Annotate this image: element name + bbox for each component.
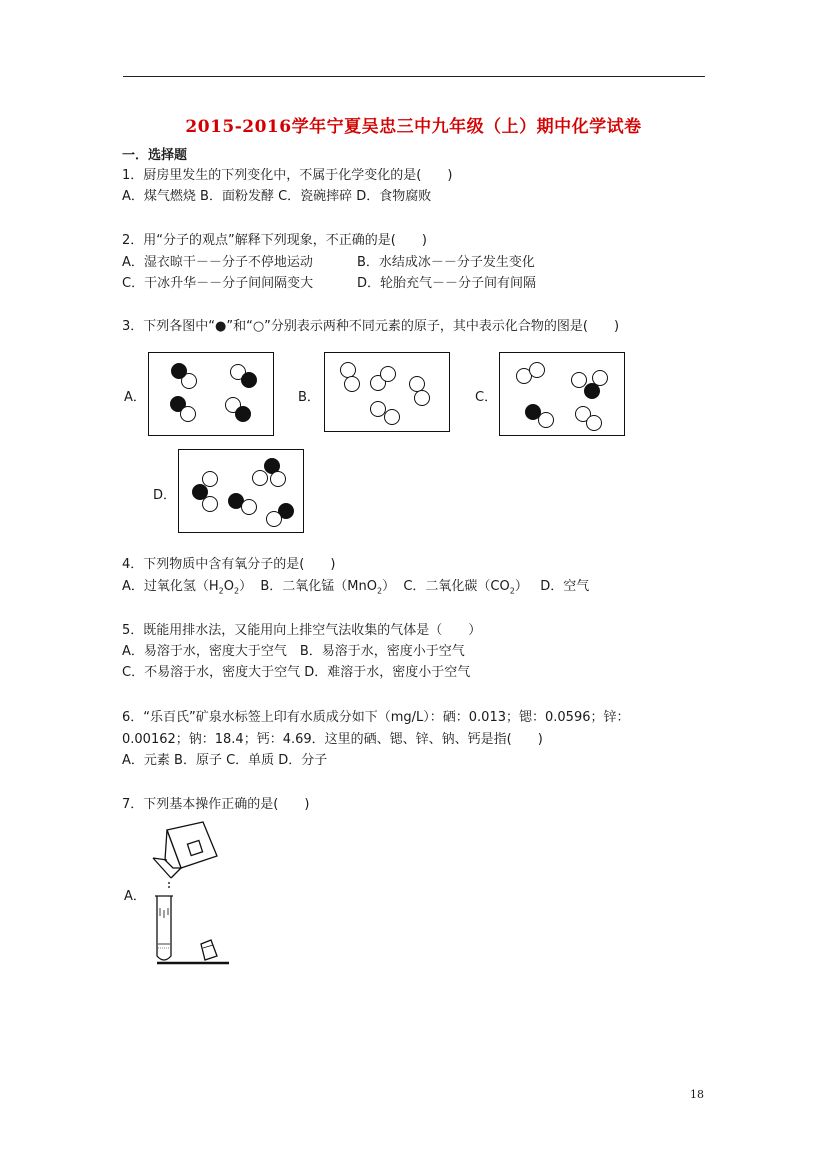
q4-option-b: B．二氧化锰（MnO [260, 579, 377, 594]
exam-title: 2015-2016学年宁夏吴忠三中九年级（上）期中化学试卷 [185, 117, 642, 137]
q3-label-c: C． [475, 390, 498, 405]
pouring-liquid-illustration [145, 818, 235, 968]
q5-stem: 5．既能用排水法，又能用向上排空气法收集的气体是（ ） [122, 623, 482, 638]
molecule-diagram-c [500, 353, 624, 435]
q3-diagram-c [499, 352, 625, 436]
q6-stem-line1: 6．“乐百氏”矿泉水标签上印有水质成分如下（mg/L）：硒：0.013；锶：0.0596；锌： [122, 710, 630, 725]
q3-label-b: B． [298, 390, 320, 405]
q3-stem: 3．下列各图中“●”和“○”分别表示两种不同元素的原子，其中表示化合物的图是( ) [122, 319, 620, 334]
q2-stem: 2．用“分子的观点”解释下列现象，不正确的是( ) [122, 233, 427, 248]
q2-option-a: A．湿衣晾干－－分子不停地运动 [122, 255, 313, 270]
q4-option-a: A．过氧化氢（H [122, 579, 219, 594]
q6-options: A．元素 B．原子 C．单质 D．分子 [122, 753, 328, 768]
q1-options: A．煤气燃烧 B．面粉发酵 C．瓷碗摔碎 D．食物腐败 [122, 189, 432, 204]
q7-label-a: A． [124, 889, 146, 904]
q4-option-d: D．空气 [540, 579, 590, 594]
header-rule [123, 76, 705, 77]
page-number: 18 [690, 1088, 704, 1101]
section-heading: 一．选择题 [122, 148, 188, 163]
molecule-diagram-b [325, 353, 449, 431]
q2-option-c: C．干冰升华－－分子间间隔变大 [122, 276, 314, 291]
q3-diagram-b [324, 352, 450, 432]
q4-option-c: C．二氧化碳（CO [403, 579, 510, 594]
q2-option-b: B．水结成冰－－分子发生变化 [357, 255, 535, 270]
q4-stem: 4．下列物质中含有氧分子的是( ) [122, 557, 336, 572]
q5-options-line1: A．易溶于水，密度大于空气 B．易溶于水，密度小于空气 [122, 644, 465, 659]
q6-stem-line2: 0.00162；钠：18.4；钙：4.69．这里的硒、锶、锌、钠、钙是指( ) [122, 732, 543, 747]
q3-label-d: D． [153, 488, 177, 503]
q1-stem: 1．厨房里发生的下列变化中，不属于化学变化的是( ) [122, 168, 453, 183]
q2-option-d: D．轮胎充气－－分子间有间隔 [357, 276, 537, 291]
q5-options-line2: C．不易溶于水，密度大于空气 D．难溶于水，密度小于空气 [122, 665, 471, 680]
q3-label-a: A． [124, 390, 146, 405]
q3-diagram-a [148, 352, 274, 436]
molecule-diagram-a [149, 353, 273, 435]
q3-diagram-d [178, 449, 304, 533]
q7-stem: 7．下列基本操作正确的是( ) [122, 797, 310, 812]
q4-options: A．过氧化氢$(H_2O_2)$ B．二氧化锰（MnO$_2$） C．二氧化碳$(CO_2)$ D．空气 [122, 579, 590, 596]
molecule-diagram-d [179, 450, 303, 532]
